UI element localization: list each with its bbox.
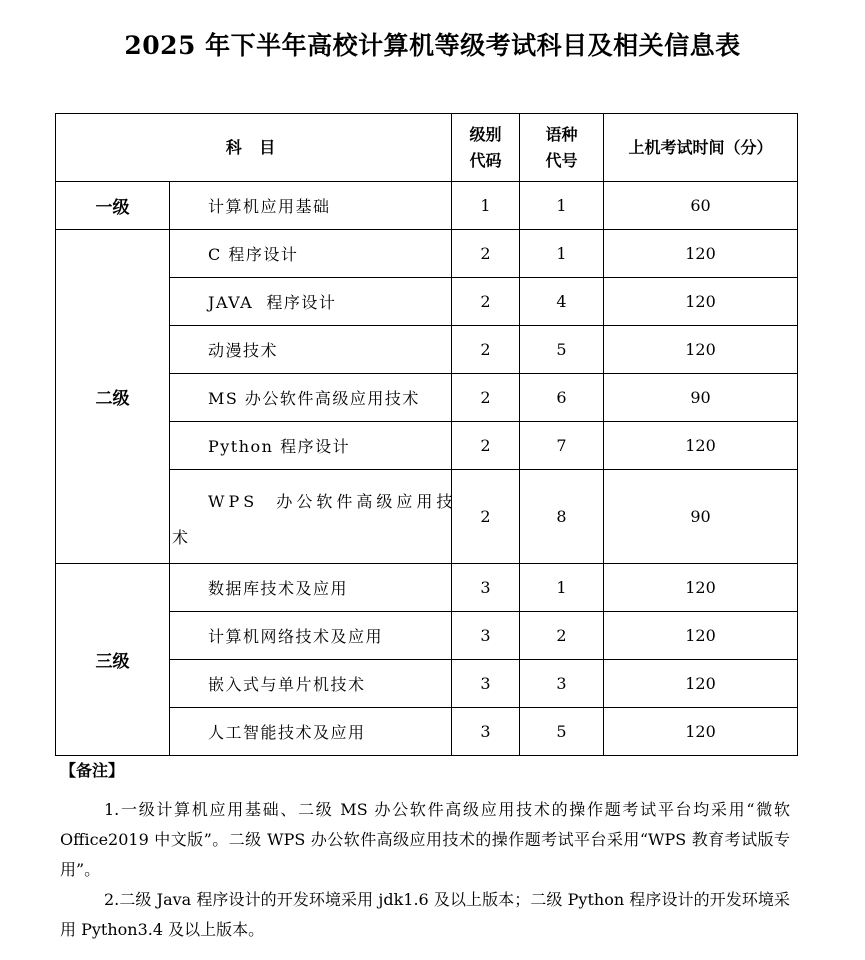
- lang-code-cell: 5: [520, 708, 604, 756]
- header-lang-code: [520, 114, 604, 182]
- subject-cell: Python 程序设计: [170, 422, 452, 470]
- notes-title: 【备注】: [60, 761, 125, 780]
- subject-line-1: WPS 办公软件高级应用技: [208, 491, 457, 511]
- note-item: 2.二级 Java 程序设计的开发环境采用 jdk1.6 及以上版本；二级 Python 程序设计的开发环境采用 Python3.4 及以上版本。: [60, 890, 790, 939]
- table-header-row: [56, 114, 798, 182]
- lang-code-cell: 8: [520, 470, 604, 564]
- level-code-cell: 2: [452, 230, 520, 278]
- header-level-code-line2: 代码: [469, 150, 502, 170]
- level-code-cell: 2: [452, 374, 520, 422]
- subject-cell: C 程序设计: [170, 230, 452, 278]
- lang-code-cell: 1: [520, 564, 604, 612]
- header-lang-code-line1: 语种: [545, 124, 578, 144]
- lang-code-cell: 3: [520, 660, 604, 708]
- level-code-cell: 3: [452, 564, 520, 612]
- header-level-code-line1: 级别: [469, 124, 502, 144]
- table-row: [56, 564, 798, 612]
- table-row: [56, 230, 798, 278]
- lang-code-cell: 2: [520, 612, 604, 660]
- header-level-code: [452, 114, 520, 182]
- exam-time-cell: 120: [604, 612, 798, 660]
- lang-code-cell: 6: [520, 374, 604, 422]
- subject-cell: 计算机网络技术及应用: [170, 612, 452, 660]
- level-one-cell: 一级: [56, 182, 170, 230]
- level-code-cell: 2: [452, 422, 520, 470]
- level-code-cell: 3: [452, 660, 520, 708]
- subject-cell: JAVA 程序设计: [170, 278, 452, 326]
- page-title: 2025 年下半年高校计算机等级考试科目及相关信息表: [124, 31, 741, 60]
- exam-time-cell: 120: [604, 660, 798, 708]
- level-two-cell: 二级: [56, 230, 170, 564]
- exam-time-cell: 120: [604, 230, 798, 278]
- header-subject: 科 目: [56, 114, 452, 182]
- level-code-cell: 3: [452, 612, 520, 660]
- lang-code-cell: 5: [520, 326, 604, 374]
- lang-code-cell: 7: [520, 422, 604, 470]
- header-exam-time: 上机考试时间（分）: [604, 114, 798, 182]
- note-item: 1.一级计算机应用基础、二级 MS 办公软件高级应用技术的操作题考试平台均采用“微软 Office2019 中文版”。二级 WPS 办公软件高级应用技术的操作题考试平台采用“WPS 教育考试版专用”。: [60, 800, 790, 879]
- exam-time-cell: 120: [604, 422, 798, 470]
- level-code-cell: 1: [452, 182, 520, 230]
- exam-time-cell: 90: [604, 374, 798, 422]
- subject-line-2: 术: [172, 527, 193, 547]
- subject-cell: 人工智能技术及应用: [170, 708, 452, 756]
- exam-time-cell: 120: [604, 564, 798, 612]
- exam-time-cell: 120: [604, 278, 798, 326]
- level-code-cell: 3: [452, 708, 520, 756]
- subject-cell: MS 办公软件高级应用技术: [170, 374, 452, 422]
- exam-time-cell: 90: [604, 470, 798, 564]
- table-row: [56, 182, 798, 230]
- header-lang-code-line2: 代号: [545, 150, 578, 170]
- exam-time-cell: 60: [604, 182, 798, 230]
- notes-section: [60, 758, 790, 945]
- level-three-cell: 三级: [56, 564, 170, 756]
- subject-cell: 数据库技术及应用: [170, 564, 452, 612]
- lang-code-cell: 1: [520, 182, 604, 230]
- subject-cell: 动漫技术: [170, 326, 452, 374]
- subject-cell: [170, 470, 457, 564]
- level-code-cell: 2: [452, 278, 520, 326]
- lang-code-cell: 1: [520, 230, 604, 278]
- exam-time-cell: 120: [604, 708, 798, 756]
- level-code-cell: 2: [452, 470, 520, 564]
- subject-cell: 嵌入式与单片机技术: [170, 660, 452, 708]
- lang-code-cell: 4: [520, 278, 604, 326]
- exam-subjects-table: [55, 113, 798, 756]
- level-code-cell: 2: [452, 326, 520, 374]
- subject-cell: 计算机应用基础: [170, 182, 452, 230]
- exam-time-cell: 120: [604, 326, 798, 374]
